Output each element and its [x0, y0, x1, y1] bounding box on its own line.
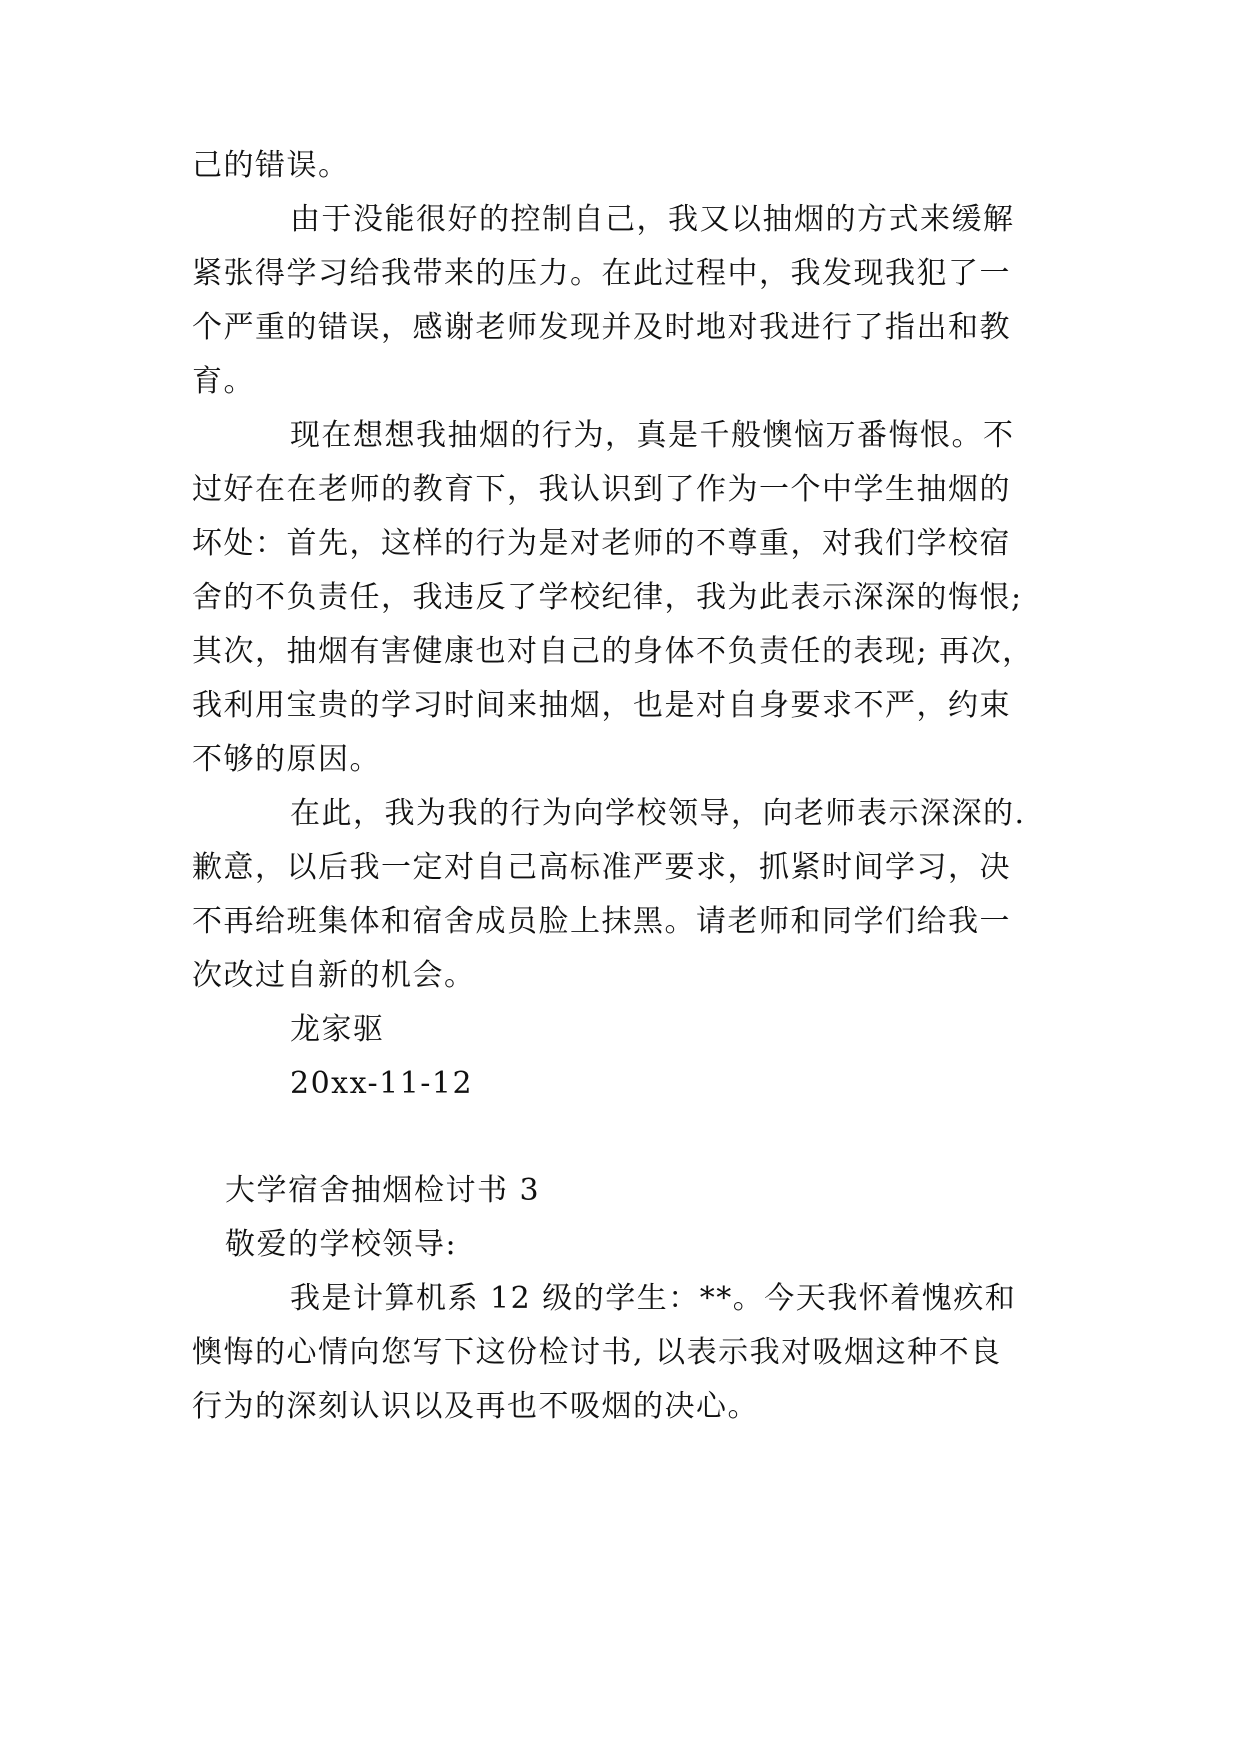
text-line: 次改过自新的机会。	[192, 958, 476, 993]
text-line: 不够的原因。	[192, 742, 381, 777]
text-line: 个严重的错误，感谢老师发现并及时地对我进行了指出和教	[192, 310, 1011, 345]
text-line: 坏处：首先，这样的行为是对老师的不尊重，对我们学校宿	[192, 526, 1011, 561]
text-line: 舍的不负责任，我违反了学校纪律，我为此表示深深的悔恨;	[192, 580, 1023, 615]
text-line: 其次，抽烟有害健康也对自己的身体不负责任的表现; 再次，	[192, 634, 1034, 669]
salutation: 敬爱的学校领导:	[225, 1227, 458, 1262]
text-line: 紧张得学习给我带来的压力。在此过程中，我发现我犯了一	[192, 256, 1011, 291]
text-line: 歉意，以后我一定对自己高标准严要求，抓紧时间学习，决	[192, 850, 1011, 885]
text-line: 育。	[192, 364, 255, 399]
text-line: 不再给班集体和宿舍成员脸上抹黑。请老师和同学们给我一	[192, 904, 1011, 939]
text-line: 由于没能很好的控制自己，我又以抽烟的方式来缓解	[290, 202, 1015, 237]
text-line: 懊悔的心情向您写下这份检讨书, 以表示我对吸烟这种不良	[192, 1335, 1002, 1370]
signature-date: 20xx-11-12	[290, 1066, 474, 1101]
text-line: 现在想想我抽烟的行为，真是千般懊恼万番悔恨。不	[290, 418, 1015, 453]
text-line: 我利用宝贵的学习时间来抽烟，也是对自身要求不严，约束	[192, 688, 1011, 723]
text-line: 在此，我为我的行为向学校领导，向老师表示深深的.	[290, 796, 1026, 831]
text-line: 我是计算机系 12 级的学生：**。今天我怀着愧疚和	[290, 1281, 1017, 1316]
section-title: 大学宿舍抽烟检讨书 3	[225, 1173, 541, 1208]
text-line: 行为的深刻认识以及再也不吸烟的决心。	[192, 1389, 759, 1424]
text-line: 过好在在老师的教育下，我认识到了作为一个中学生抽烟的	[192, 472, 1011, 507]
signature-name: 龙家驱	[290, 1012, 385, 1047]
text-line: 己的错误。	[192, 148, 350, 183]
